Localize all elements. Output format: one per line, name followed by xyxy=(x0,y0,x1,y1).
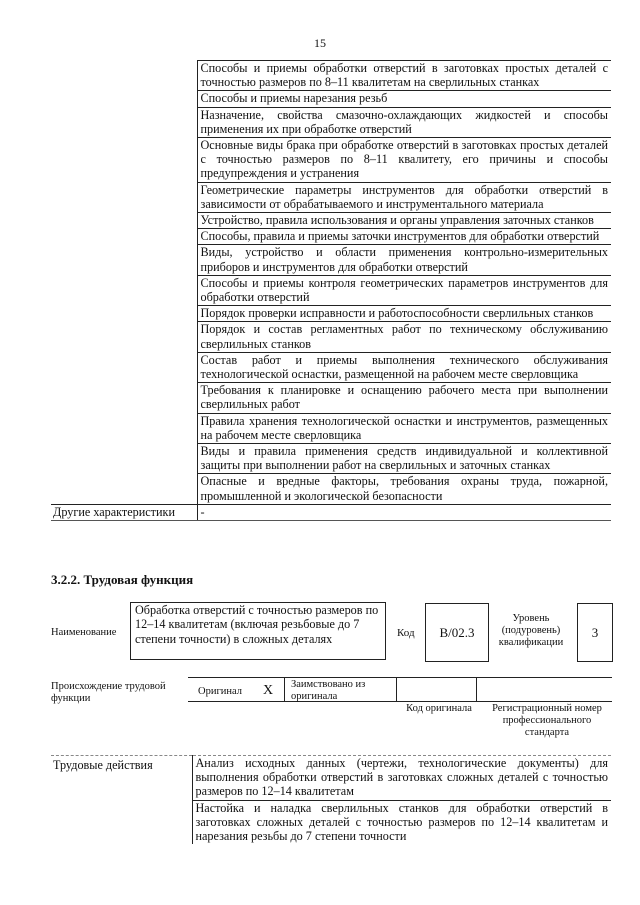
page-number: 15 xyxy=(314,36,326,50)
qualification-level-label: Уровень (подуровень) квалификации xyxy=(498,613,564,648)
name-label: Наименование xyxy=(51,627,117,638)
requirement-item: Порядок и состав регламентных работ по техническому обслуживанию сверлильных станков xyxy=(197,322,611,352)
requirement-item: Состав работ и приемы выполнения технического обслуживания технологической оснастки, размещенной на рабочем месте сверловщика xyxy=(197,352,611,382)
requirement-item: Способы и приемы нарезания резьб xyxy=(197,91,611,107)
qualification-level-box xyxy=(577,603,613,662)
requirement-item: Устройство, правила использования и органы управления заточных станков xyxy=(197,213,611,229)
requirement-item: Геометрические параметры инструментов для обработки отверстий в зависимости от обрабатываемого и инструментального материала xyxy=(197,182,611,212)
code-origin-cell xyxy=(396,678,476,701)
table-row xyxy=(51,61,611,91)
labor-action-item: Анализ исходных данных (чертежи, технологические документы) для выполнения обработки отверстий в заготовках сложных деталей с точностью размеров по 12–14 квалитетам xyxy=(192,756,611,801)
requirement-item: Способы, правила и приемы заточки инструментов для обработки отверстий xyxy=(197,229,611,245)
requirement-item: Виды, устройство и области применения контрольно-измерительных приборов и инструментов для обработки отверстий xyxy=(197,245,611,275)
reg-num-cell xyxy=(476,678,612,701)
requirement-item: Способы и приемы контроля геометрических параметров инструментов для обработки отверстий xyxy=(197,275,611,305)
code-box xyxy=(425,603,489,662)
labor-actions-table xyxy=(51,755,611,844)
labor-action-item: Настойка и наладка сверлильных станков для обработки отверстий в заготовках сложных деталей с точностью размеров по 12–14 квалитетам и нарезания резьбы до 7 степени точности xyxy=(192,800,611,844)
table-row xyxy=(51,504,611,520)
requirement-item: Основные виды брака при обработке отверстий в заготовках простых деталей с точностью размеров по 8–11 квалитету, его причины и способы предупреждения и устранения xyxy=(197,138,611,183)
reg-number-label: Регистрационный номер профессионального стандарта xyxy=(492,703,602,738)
requirement-item: Требования к планировке и оснащению рабочего места при выполнении сверлильных работ xyxy=(197,383,611,413)
original-mark: X xyxy=(263,683,274,698)
requirement-item: Способы и приемы обработки отверстий в заготовках простых деталей с точностью размеров по 8–11 квалитетам на сверлильных станках xyxy=(197,61,611,91)
requirements-label-cell xyxy=(51,61,197,505)
requirement-item: Правила хранения технологической оснастки и инструментов, размещенных на рабочем месте сверловщика xyxy=(197,413,611,443)
section-heading: 3.2.2. Трудовая функция xyxy=(51,572,194,587)
table-row xyxy=(51,756,611,801)
labor-actions-label: Трудовые действия xyxy=(51,756,192,845)
requirement-item: Назначение, свойства смазочно-охлаждающих жидкостей и способы применения их при обработке отверстий xyxy=(197,107,611,137)
code-label: Код xyxy=(397,627,415,639)
code-origin-label: Код оригинала xyxy=(406,703,472,714)
other-characteristics-label: Другие характеристики xyxy=(51,504,197,520)
origin-row xyxy=(188,677,612,702)
other-characteristics-value: - xyxy=(197,504,611,520)
borrowed-label: Заимствовано из оригинала xyxy=(291,679,366,702)
function-name: Обработка отверстий с точностью размеров по 12–14 квалитетам (включая резьбовые до 7 степени точности) в сложных деталях xyxy=(135,603,379,646)
requirements-table xyxy=(51,60,611,521)
function-name-box xyxy=(130,602,386,660)
requirement-item: Виды и правила применения средств индивидуальной и коллективной защиты при выполнении работ на сверлильных и заточных станках xyxy=(197,444,611,474)
qualification-level-value: 3 xyxy=(591,625,599,640)
requirement-item: Порядок проверки исправности и работоспособности сверлильных станков xyxy=(197,306,611,322)
original-label: Оригинал xyxy=(198,686,242,697)
origin-label: Происхождение трудовой функции xyxy=(51,681,166,704)
requirement-item: Опасные и вредные факторы, требования охраны труда, пожарной, промышленной и экологической безопасности xyxy=(200,474,608,503)
code-value: B/02.3 xyxy=(439,625,475,640)
